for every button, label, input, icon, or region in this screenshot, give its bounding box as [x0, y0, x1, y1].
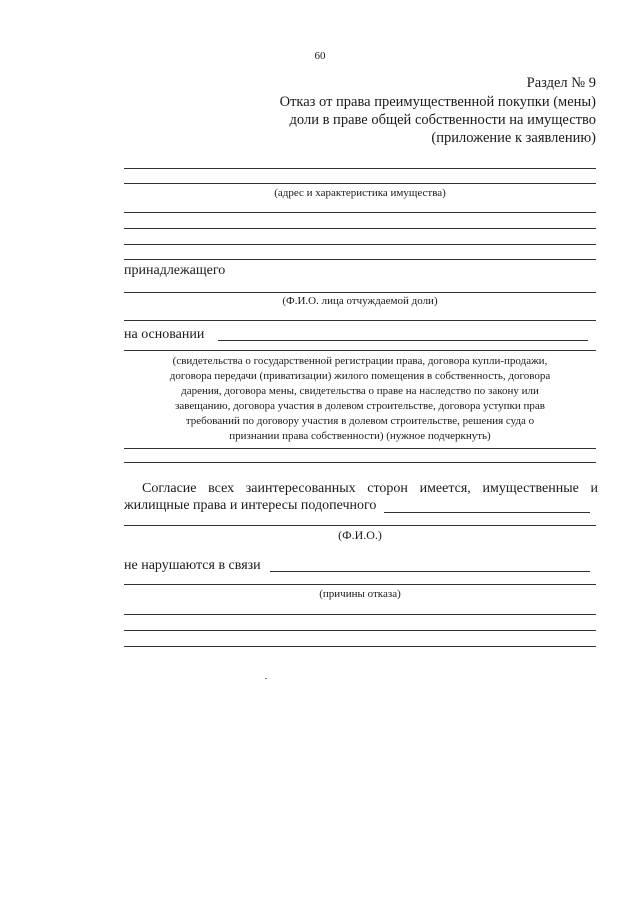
- consent-text-line-2: жилищные права и интересы подопечного: [124, 498, 377, 513]
- owner-fill-line-2[interactable]: [124, 320, 596, 321]
- basis-caption-line-5: требований по договору участия в долевом строительстве, решения суда о: [185, 415, 535, 427]
- reason-caption: (причины отказа): [319, 588, 401, 600]
- ward-name-fill-line[interactable]: [384, 512, 590, 513]
- section-number: Раздел № 9: [526, 75, 596, 91]
- ward-caption: (Ф.И.О.): [338, 528, 382, 542]
- basis-caption-line-3: дарения, договора мены, свидетельства о праве на наследство по закону или: [181, 385, 539, 397]
- violation-label: не нарушаются в связи: [124, 558, 261, 573]
- basis-label: на основании: [124, 327, 205, 342]
- property-fill-line-3[interactable]: [124, 212, 596, 213]
- reason-fill-line[interactable]: [270, 571, 590, 572]
- property-fill-line-4[interactable]: [124, 228, 596, 229]
- basis-caption-line-2: договора передачи (приватизации) жилого помещения в собственность, договора: [169, 370, 551, 382]
- form-title-line-1: Отказ от права преимущественной покупки (мены): [279, 94, 596, 110]
- ward-name-fill-line-2[interactable]: [124, 525, 596, 526]
- basis-fill-line-2[interactable]: [124, 350, 596, 351]
- form-title-line-2: доли в праве общей собственности на имущество: [289, 112, 596, 128]
- reason-fill-line-2[interactable]: [124, 584, 596, 585]
- owner-caption: (Ф.И.О. лица отчуждаемой доли): [282, 295, 438, 307]
- property-fill-line-2[interactable]: [124, 183, 596, 184]
- basis-fill-line-3[interactable]: [124, 448, 596, 449]
- reason-fill-line-3[interactable]: [124, 614, 596, 615]
- consent-text-line-1: Согласие всех заинтересованных сторон имеется, имущественные и: [142, 481, 598, 496]
- scan-speck: [265, 678, 267, 679]
- basis-caption-line-1: (свидетельства о государственной регистрации права, договора купли-продажи,: [172, 355, 548, 367]
- basis-caption-line-6: признании права собственности) (нужное подчеркнуть): [229, 430, 491, 442]
- owner-fill-line[interactable]: [124, 292, 596, 293]
- property-fill-line-1[interactable]: [124, 168, 596, 169]
- basis-caption-line-4: завещанию, договора участия в долевом строительстве, договора уступки прав: [175, 400, 545, 412]
- property-fill-line-6[interactable]: [124, 259, 596, 260]
- belonging-label: принадлежащего: [124, 263, 226, 278]
- basis-fill-line[interactable]: [218, 340, 588, 341]
- property-fill-line-5[interactable]: [124, 244, 596, 245]
- form-title-line-3: (приложение к заявлению): [431, 130, 596, 146]
- reason-fill-line-4[interactable]: [124, 630, 596, 631]
- basis-fill-line-4[interactable]: [124, 462, 596, 463]
- reason-fill-line-5[interactable]: [124, 646, 596, 647]
- page-number: 60: [314, 50, 326, 62]
- property-caption: (адрес и характеристика имущества): [274, 187, 446, 199]
